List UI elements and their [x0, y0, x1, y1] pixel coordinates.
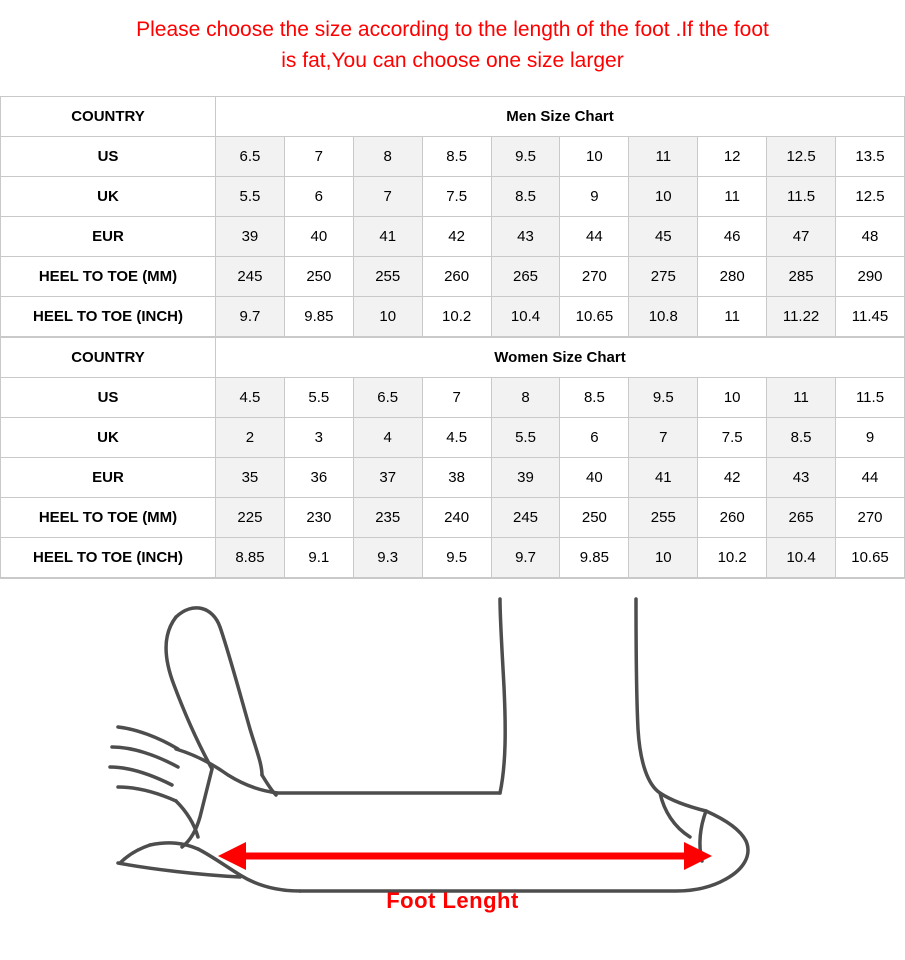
women-eur-3: 38	[422, 458, 491, 498]
men-mm-4: 265	[491, 257, 560, 297]
men-uk-2: 7	[353, 177, 422, 217]
women-size-chart-table	[0, 337, 905, 578]
table-row	[1, 338, 905, 378]
women-mm-9: 270	[836, 498, 905, 538]
women-eur-7: 42	[698, 458, 767, 498]
table-row	[1, 458, 905, 498]
foot-outline-svg	[0, 579, 905, 928]
women-inch-9: 10.65	[836, 538, 905, 578]
men-inch-8: 11.22	[767, 297, 836, 337]
men-inch-2: 10	[353, 297, 422, 337]
notice-line-2: is fat,You can choose one size larger	[281, 49, 624, 72]
women-inch-3: 9.5	[422, 538, 491, 578]
women-eur-6: 41	[629, 458, 698, 498]
men-uk-5: 9	[560, 177, 629, 217]
men-mm-8: 285	[767, 257, 836, 297]
women-row-label-uk: UK	[1, 418, 216, 458]
table-row	[1, 137, 905, 177]
men-row-label-mm: HEEL TO TOE (MM)	[1, 257, 216, 297]
men-row-label-uk: UK	[1, 177, 216, 217]
women-inch-0: 8.85	[216, 538, 285, 578]
men-us-3: 8.5	[422, 137, 491, 177]
women-uk-6: 7	[629, 418, 698, 458]
women-uk-8: 8.5	[767, 418, 836, 458]
men-mm-0: 245	[216, 257, 285, 297]
women-inch-7: 10.2	[698, 538, 767, 578]
women-inch-8: 10.4	[767, 538, 836, 578]
men-mm-7: 280	[698, 257, 767, 297]
women-mm-5: 250	[560, 498, 629, 538]
women-mm-7: 260	[698, 498, 767, 538]
men-eur-3: 42	[422, 217, 491, 257]
men-mm-6: 275	[629, 257, 698, 297]
women-eur-4: 39	[491, 458, 560, 498]
women-mm-0: 225	[216, 498, 285, 538]
foot-length-illustration	[0, 578, 905, 928]
table-row	[1, 217, 905, 257]
women-uk-4: 5.5	[491, 418, 560, 458]
table-row	[1, 177, 905, 217]
women-mm-2: 235	[353, 498, 422, 538]
table-row	[1, 97, 905, 137]
men-inch-5: 10.65	[560, 297, 629, 337]
men-eur-2: 41	[353, 217, 422, 257]
men-inch-7: 11	[698, 297, 767, 337]
women-eur-2: 37	[353, 458, 422, 498]
women-us-1: 5.5	[284, 378, 353, 418]
men-eur-4: 43	[491, 217, 560, 257]
men-us-0: 6.5	[216, 137, 285, 177]
women-eur-5: 40	[560, 458, 629, 498]
men-us-7: 12	[698, 137, 767, 177]
men-inch-3: 10.2	[422, 297, 491, 337]
women-mm-3: 240	[422, 498, 491, 538]
men-uk-3: 7.5	[422, 177, 491, 217]
women-inch-2: 9.3	[353, 538, 422, 578]
women-row-label-eur: EUR	[1, 458, 216, 498]
table-row	[1, 538, 905, 578]
women-us-3: 7	[422, 378, 491, 418]
women-us-4: 8	[491, 378, 560, 418]
women-eur-0: 35	[216, 458, 285, 498]
men-size-chart-table	[0, 96, 905, 337]
women-us-0: 4.5	[216, 378, 285, 418]
women-mm-8: 265	[767, 498, 836, 538]
men-inch-9: 11.45	[836, 297, 905, 337]
table-row	[1, 257, 905, 297]
women-us-6: 9.5	[629, 378, 698, 418]
men-eur-8: 47	[767, 217, 836, 257]
women-row-label-inch: HEEL TO TOE (INCH)	[1, 538, 216, 578]
men-eur-9: 48	[836, 217, 905, 257]
women-chart-title: Women Size Chart	[216, 338, 905, 378]
women-uk-0: 2	[216, 418, 285, 458]
women-row-label-mm: HEEL TO TOE (MM)	[1, 498, 216, 538]
notice-banner	[0, 0, 905, 96]
men-us-1: 7	[284, 137, 353, 177]
men-uk-6: 10	[629, 177, 698, 217]
men-mm-1: 250	[284, 257, 353, 297]
men-uk-8: 11.5	[767, 177, 836, 217]
men-mm-5: 270	[560, 257, 629, 297]
women-row-label-us: US	[1, 378, 216, 418]
women-country-label: COUNTRY	[1, 338, 216, 378]
women-uk-3: 4.5	[422, 418, 491, 458]
men-mm-3: 260	[422, 257, 491, 297]
men-inch-4: 10.4	[491, 297, 560, 337]
women-uk-7: 7.5	[698, 418, 767, 458]
women-mm-1: 230	[284, 498, 353, 538]
men-eur-7: 46	[698, 217, 767, 257]
men-country-label: COUNTRY	[1, 97, 216, 137]
women-us-8: 11	[767, 378, 836, 418]
women-uk-5: 6	[560, 418, 629, 458]
table-row	[1, 418, 905, 458]
men-eur-1: 40	[284, 217, 353, 257]
table-row	[1, 498, 905, 538]
men-eur-0: 39	[216, 217, 285, 257]
men-mm-9: 290	[836, 257, 905, 297]
men-eur-5: 44	[560, 217, 629, 257]
notice-line-1: Please choose the size according to the length of the foot .If the foot	[136, 18, 769, 41]
women-uk-1: 3	[284, 418, 353, 458]
men-uk-7: 11	[698, 177, 767, 217]
men-us-2: 8	[353, 137, 422, 177]
women-us-2: 6.5	[353, 378, 422, 418]
men-us-5: 10	[560, 137, 629, 177]
women-mm-6: 255	[629, 498, 698, 538]
women-uk-9: 9	[836, 418, 905, 458]
women-inch-1: 9.1	[284, 538, 353, 578]
men-row-label-eur: EUR	[1, 217, 216, 257]
table-row	[1, 297, 905, 337]
women-eur-9: 44	[836, 458, 905, 498]
men-inch-1: 9.85	[284, 297, 353, 337]
men-inch-6: 10.8	[629, 297, 698, 337]
men-us-9: 13.5	[836, 137, 905, 177]
men-us-8: 12.5	[767, 137, 836, 177]
men-eur-6: 45	[629, 217, 698, 257]
men-row-label-us: US	[1, 137, 216, 177]
men-row-label-inch: HEEL TO TOE (INCH)	[1, 297, 216, 337]
men-mm-2: 255	[353, 257, 422, 297]
women-mm-4: 245	[491, 498, 560, 538]
foot-length-arrow	[218, 842, 712, 870]
women-eur-1: 36	[284, 458, 353, 498]
women-inch-6: 10	[629, 538, 698, 578]
women-inch-5: 9.85	[560, 538, 629, 578]
foot-outline-path	[110, 599, 748, 891]
foot-length-caption: Foot Lenght	[386, 888, 519, 913]
women-us-7: 10	[698, 378, 767, 418]
men-uk-4: 8.5	[491, 177, 560, 217]
women-inch-4: 9.7	[491, 538, 560, 578]
men-chart-title: Men Size Chart	[216, 97, 905, 137]
women-uk-2: 4	[353, 418, 422, 458]
men-us-6: 11	[629, 137, 698, 177]
men-us-4: 9.5	[491, 137, 560, 177]
women-us-9: 11.5	[836, 378, 905, 418]
table-row	[1, 378, 905, 418]
men-uk-0: 5.5	[216, 177, 285, 217]
men-uk-9: 12.5	[836, 177, 905, 217]
men-uk-1: 6	[284, 177, 353, 217]
women-eur-8: 43	[767, 458, 836, 498]
women-us-5: 8.5	[560, 378, 629, 418]
men-inch-0: 9.7	[216, 297, 285, 337]
